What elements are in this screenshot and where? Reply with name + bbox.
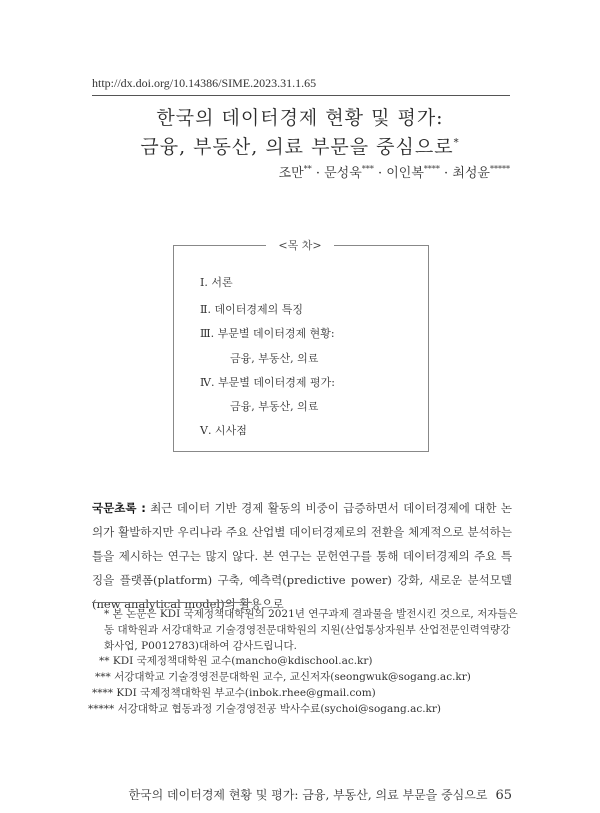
footnote-text: 서강대학교 협동과정 기술경영전공 박사수료(sychoi@sogang.ac.kr) (117, 703, 442, 715)
author-name: 조만 (278, 166, 304, 181)
abstract-text: 최근 데이터 기반 경제 활동의 비중이 급증하면서 데이터경제에 대한 논의가 활발하지만 우리나라 주요 산업별 데이터경제로의 전환을 체계적으로 분석하는 틀을 제시하는 연구는 많지 않다. 본 연구는 문헌연구를 통해 데이터경제의 주요 특징을 플랫폼(platform) 구축, 예측력(predictive power) 강화, 새로운 분석모델(new analytical model)의 활용으로 (92, 501, 512, 611)
author-separator: · (439, 166, 453, 181)
doi-link[interactable]: http://dx.doi.org/10.14386/SIME.2023.31.1.65 (92, 76, 317, 90)
footnote-mark: * (104, 608, 110, 620)
author-mark: ***** (490, 164, 510, 174)
author-name: 이인복 (386, 166, 424, 181)
author-separator: · (373, 166, 387, 181)
footnote (95, 669, 519, 685)
author-name: 문성욱 (324, 166, 362, 181)
page-footer (128, 786, 512, 803)
toc-subitem: 금융, 부동산, 의료 (230, 400, 319, 413)
footnote (88, 701, 518, 717)
author-list (279, 162, 510, 181)
footnote-text: KDI 국제정책대학원 교수(mancho@kdischool.ac.kr) (112, 655, 373, 667)
author-mark: ** (303, 164, 312, 174)
author-separator: · (311, 166, 325, 181)
toc-item: Ⅲ. 부문별 데이터경제 현황: (200, 327, 335, 340)
footnote-mark: *** (95, 671, 111, 683)
footnote-mark: **** (92, 687, 113, 699)
running-title: 한국의 데이터경제 현황 및 평가: 금융, 부동산, 의료 부문을 중심으로 (128, 788, 488, 802)
page-number: 65 (495, 788, 512, 803)
author-name: 최성윤 (452, 166, 490, 181)
header-rule (92, 95, 510, 96)
footnote-text: KDI 국제정책대학원 부교수(inbok.rhee@gmail.com) (116, 687, 376, 699)
paper-title-line-1: 한국의 데이터경제 현황 및 평가: (156, 107, 444, 129)
author-mark: **** (423, 164, 440, 174)
paper-title-line-2-text: 금융, 부동산, 의료 부문을 중심으로 (140, 136, 454, 158)
author-mark: *** (361, 164, 374, 174)
footnote (99, 653, 519, 669)
footnote-text: 서강대학교 기술경영전문대학원 교수, 교신저자(seongwuk@sogang.ac.kr) (114, 671, 471, 683)
footnote-text: 본 논문은 KDI 국제정책대학원의 2021년 연구과제 결과물을 발전시킨 것으로, 저자들은 동 대학원과 서강대학교 기술경영전문대학원의 지원(산업통상자원부 산업전문인력역량강화사업, P0012783)대하여 감사드립니다. (104, 608, 518, 652)
footnote-mark: ***** (88, 703, 115, 715)
toc-item: Ⅴ. 시사점 (200, 424, 247, 437)
footnote-rule (92, 602, 252, 603)
toc-item: Ⅰ. 서론 (200, 276, 233, 289)
abstract-label: 국문초록 : (92, 501, 146, 515)
toc-title: <목 차> (266, 237, 334, 253)
title-footnote-mark: * (453, 137, 460, 149)
toc-item: Ⅱ. 데이터경제의 특징 (200, 303, 303, 316)
toc-item: Ⅳ. 부문별 데이터경제 평가: (200, 376, 335, 389)
footnote (92, 685, 518, 701)
footnote (104, 606, 518, 654)
korean-abstract (92, 496, 512, 616)
footnote-mark: ** (99, 655, 110, 667)
paper-title-line-2 (0, 132, 600, 159)
toc-subitem: 금융, 부동산, 의료 (230, 352, 319, 365)
